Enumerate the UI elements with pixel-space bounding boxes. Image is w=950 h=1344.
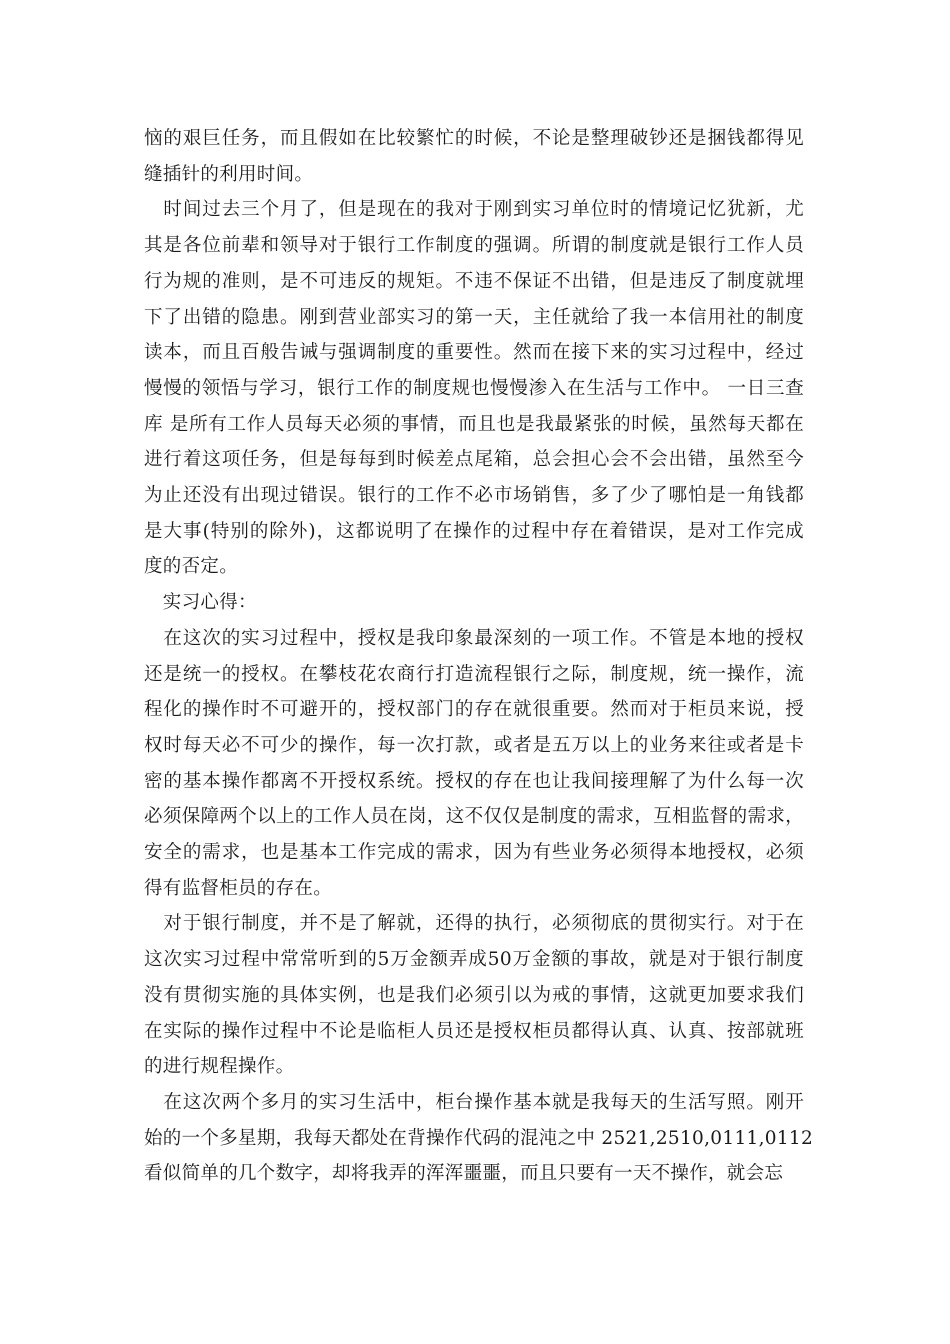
text-line: 始的一个多星期，我每天都处在背操作代码的混沌之中 2521,2510,0111,0112	[144, 1127, 814, 1149]
text-line: 密的基本操作都离不开授权系统。授权的存在也让我间接理解了为什么每一次	[144, 770, 804, 792]
text-line: 这次实习过程中常常听到的5万金额弄成50万金额的事故，就是对于银行制度	[144, 949, 804, 971]
text-line: 还是统一的授权。在攀枝花农商行打造流程银行之际，制度规，统一操作，流	[144, 663, 804, 685]
text-line: 下了出错的隐患。刚到营业部实习的第一天，主任就给了我一本信用社的制度	[144, 306, 804, 328]
text-line: 库 是所有工作人员每天必须的事情，而且也是我最紧张的时候，虽然每天都在	[144, 413, 804, 435]
text-line: 的进行规程操作。	[144, 1056, 295, 1078]
text-line: 为止还没有出现过错误。银行的工作不必市场销售，多了少了哪怕是一角钱都	[144, 485, 804, 507]
document-body	[144, 121, 814, 1192]
text-line: 对于银行制度，并不是了解就，还得的执行，必须彻底的贯彻实行。对于在	[144, 913, 804, 935]
paragraph-p1	[144, 121, 804, 192]
text-line: 慢慢的领悟与学习，银行工作的制度规也慢慢渗入在生活与工作中。 一日三查	[144, 377, 804, 399]
text-line: 其是各位前辈和领导对于银行工作制度的强调。所谓的制度就是银行工作人员	[144, 235, 804, 257]
text-line: 看似简单的几个数字，却将我弄的浑浑噩噩，而且只要有一天不操作，就会忘	[144, 1163, 784, 1185]
text-line: 是大事(特别的除外)，这都说明了在操作的过程中存在着错误，是对工作完成	[144, 520, 804, 542]
text-line: 在这次的实习过程中，授权是我印象最深刻的一项工作。不管是本地的授权	[144, 627, 804, 649]
text-line: 进行着这项任务，但是每每到时候差点尾箱，总会担心会不会出错，虽然至今	[144, 449, 804, 471]
text-line: 在这次两个多月的实习生活中，柜台操作基本就是我每天的生活写照。刚开	[144, 1091, 804, 1113]
text-line: 缝插针的利用时间。	[144, 163, 314, 185]
text-line: 必须保障两个以上的工作人员在岗，这不仅仅是制度的需求，互相监督的需求，	[144, 806, 804, 828]
text-line: 安全的需求，也是基本工作完成的需求，因为有些业务必须得本地授权，必须	[144, 842, 804, 864]
paragraph-p3	[144, 585, 804, 621]
text-line: 在实际的操作过程中不论是临柜人员还是授权柜员都得认真、认真、按部就班	[144, 1020, 804, 1042]
paragraph-p6	[144, 1085, 814, 1192]
text-line: 没有贯彻实施的具体实例，也是我们必须引以为戒的事情，这就更加要求我们	[144, 984, 804, 1006]
text-line: 时间过去三个月了，但是现在的我对于刚到实习单位时的情境记忆犹新，尤	[144, 199, 804, 221]
text-line: 程化的操作时不可避开的，授权部门的存在就很重要。然而对于柜员来说，授	[144, 699, 804, 721]
paragraph-p5	[144, 906, 804, 1085]
text-line: 读本，而且百般告诫与强调制度的重要性。然而在接下来的实习过程中，经过	[144, 342, 804, 364]
text-line: 实习心得：	[144, 592, 257, 614]
text-line: 度的否定。	[144, 556, 239, 578]
text-line: 权时每天必不可少的操作，每一次打款，或者是五万以上的业务来往或者是卡	[144, 734, 804, 756]
paragraph-p2	[144, 192, 804, 585]
text-line: 得有监督柜员的存在。	[144, 877, 333, 899]
text-line: 恼的艰巨任务，而且假如在比较繁忙的时候，不论是整理破钞还是捆钱都得见	[144, 128, 804, 149]
paragraph-p4	[144, 621, 804, 907]
text-line: 行为规的准则，是不可违反的规矩。不违不保证不出错，但是违反了制度就埋	[144, 270, 804, 292]
